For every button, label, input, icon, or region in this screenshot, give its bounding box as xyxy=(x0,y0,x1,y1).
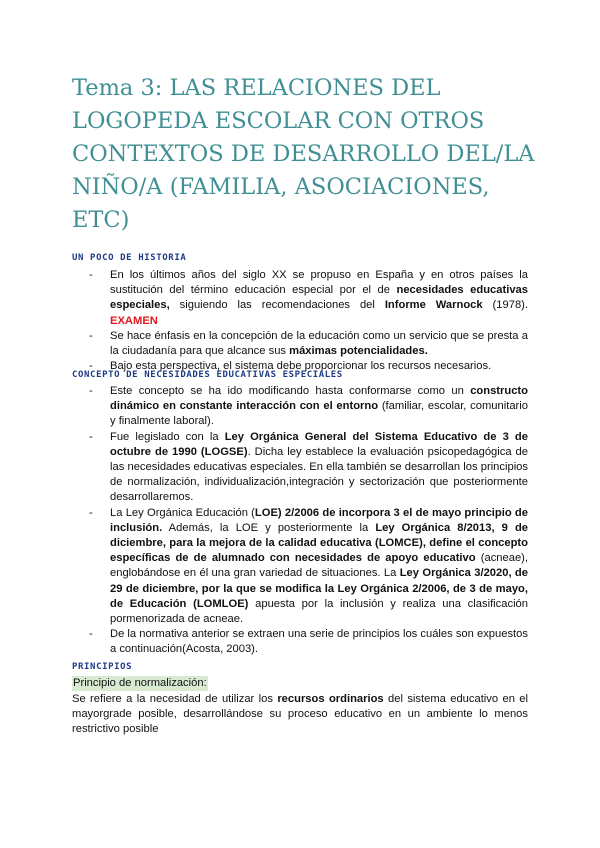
list-item: - Fue legislado con la Ley Orgánica General del Sistema Educativo de 3 de octubre de 1990 (LOGSE). Dicha ley establece la evaluación psicopedagógica de las necesidades educativas especiales. En ella también se desarrollan los principios de normalización, individualización,integración y sectorización que posteriormente desarrollaremos. xyxy=(72,430,528,506)
section-heading-historia: UN POCO DE HISTORIA xyxy=(72,253,187,263)
section-heading-principios: PRINCIPIOS xyxy=(72,662,133,672)
principio-paragraph: Se refiere a la necesidad de utilizar los recursos ordinarios del sistema educativo en el mayorgrade posible, desarrollándose su proceso educativo en un ambiente lo menos restrictivo posible xyxy=(72,693,528,736)
section-heading-concepto: CONCEPTO DE NECESIDADES EDUCATIVAS ESPECIALES xyxy=(72,370,343,380)
list-item: - La Ley Orgánica Educación (LOE) 2/2006 de incorpora 3 el de mayo principio de inclusión. Además, la LOE y posteriormente la Ley Orgánica 8/2013, 9 de diciembre, para la mejora de la calidad educativa (LOMCE), define el concepto específicas de de alumnado con necesidades de apoyo educativo (acneae), englobándose en él una gran variedad de situaciones. La Ley Orgánica 3/2020, de 29 de diciembre, por la que se modifica la Ley Orgánica 2/2006, de 3 de mayo, de Educación (LOMLOE) apuesta por la inclusión y realiza una clasificación pormenorizada de acneae. xyxy=(72,506,528,628)
concepto-list xyxy=(72,384,528,658)
list-item: - Este concepto se ha ido modificando hasta conformarse como un constructo dinámico en constante interacción con el entorno (familiar, escolar, comunitario y finalmente laboral). xyxy=(72,384,528,430)
list-item: - De la normativa anterior se extraen una serie de principios los cuáles son expuestos a continuación(Acosta, 2003). xyxy=(72,627,528,657)
document-title: Tema 3: LAS RELACIONES DEL LOGOPEDA ESCOLAR CON OTROS CONTEXTOS DE DESARROLLO DEL/LA NIÑO/A (FAMILIA, ASOCIACIONES, ETC) xyxy=(72,75,535,233)
list-item: - Bajo esta perspectiva, el sistema debe proporcionar los recursos necesarios. xyxy=(72,359,528,374)
principio-label: Principio de normalización: xyxy=(72,676,208,691)
exam-tag: EXAMEN xyxy=(110,314,158,327)
historia-list xyxy=(72,268,528,374)
list-item: - Se hace énfasis en la concepción de la educación como un servicio que se presta a la ciudadanía para que alcance sus máximas potencialidades. xyxy=(72,329,528,359)
list-item: - En los últimos años del siglo XX se propuso en España y en otros países la sustitución del término educación especial por el de necesidades educativas especiales, siguiendo las recomendaciones del Informe Warnock (1978). EXAMEN xyxy=(72,268,528,329)
